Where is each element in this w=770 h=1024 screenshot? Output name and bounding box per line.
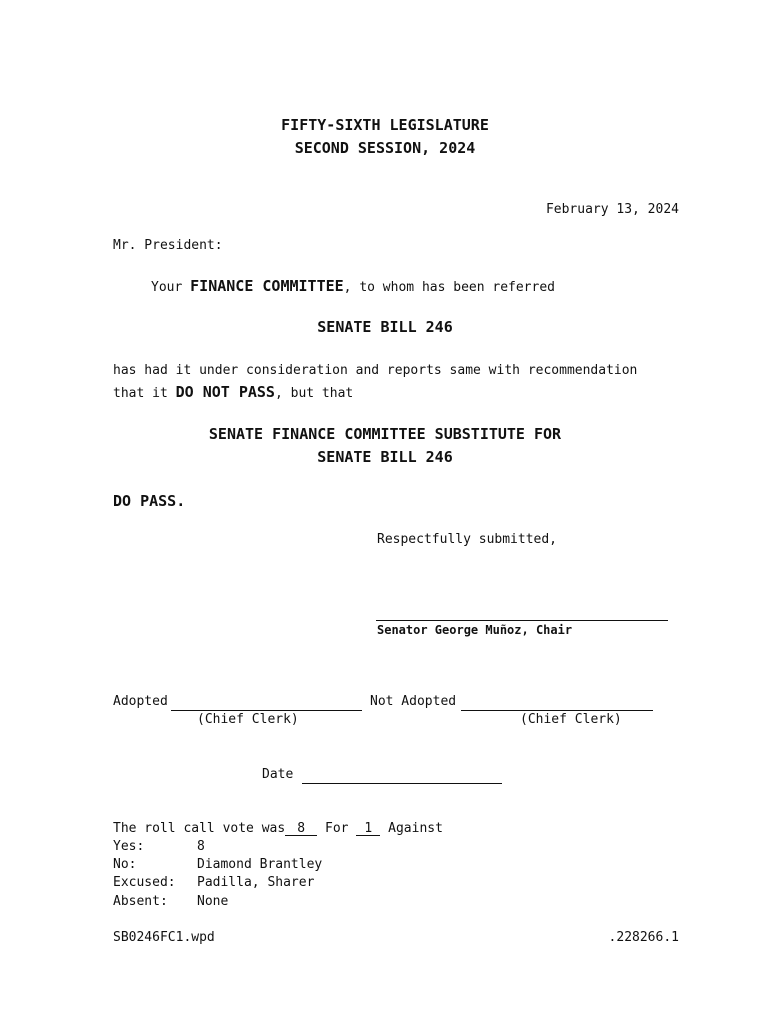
- not-adopted-line: [461, 710, 653, 711]
- intro-line: [151, 277, 555, 295]
- roll-call-line: [113, 821, 443, 836]
- legislature-title: FIFTY-SIXTH LEGISLATURE: [281, 116, 489, 134]
- do-pass: DO PASS.: [113, 492, 186, 510]
- for-count: 8: [285, 822, 317, 836]
- footer-code: .228266.1: [608, 930, 679, 945]
- committee-name: FINANCE COMMITTEE: [190, 277, 344, 295]
- vote-row-label: No:: [113, 857, 137, 872]
- date-label: Date: [262, 767, 294, 782]
- consideration-line-2: [113, 383, 353, 401]
- against-count: 1: [356, 822, 380, 836]
- consideration-suffix: , but that: [274, 386, 354, 401]
- vote-row-label: Excused:: [113, 875, 176, 890]
- not-adopted-label: Not Adopted: [370, 694, 457, 709]
- vote-row-label: Absent:: [113, 894, 168, 909]
- bill-title: SENATE BILL 246: [317, 318, 453, 336]
- salutation: Mr. President:: [113, 238, 223, 253]
- signature-name: Senator George Muñoz, Chair: [377, 623, 573, 637]
- vote-row-label: Yes:: [113, 839, 145, 854]
- consideration-line-1: has had it under consideration and reports same with recommendation: [113, 363, 638, 378]
- substitute-title-1: SENATE FINANCE COMMITTEE SUBSTITUTE FOR: [208, 425, 562, 443]
- roll-call-prefix: The roll call vote was: [113, 821, 286, 836]
- not-adopted-clerk: (Chief Clerk): [520, 712, 622, 727]
- vote-row-value: None: [197, 894, 229, 909]
- vote-row-value: 8: [197, 839, 205, 854]
- substitute-title-2: SENATE BILL 246: [317, 448, 453, 466]
- signature-line: [376, 620, 668, 621]
- intro-rest: , to whom has been referred: [343, 280, 555, 295]
- vote-row-value: Diamond Brantley: [197, 857, 323, 872]
- session-title: SECOND SESSION, 2024: [294, 139, 476, 157]
- do-not-pass: DO NOT PASS: [175, 383, 275, 401]
- closing: Respectfully submitted,: [377, 532, 558, 547]
- date-line: [302, 783, 502, 784]
- footer-filename: SB0246FC1.wpd: [113, 930, 215, 945]
- report-date: February 13, 2024: [545, 202, 679, 217]
- intro-your: Your: [151, 280, 183, 295]
- adopted-clerk: (Chief Clerk): [197, 712, 299, 727]
- for-label: For: [325, 821, 349, 836]
- adopted-line: [171, 710, 362, 711]
- against-label: Against: [388, 821, 443, 836]
- vote-row-value: Padilla, Sharer: [197, 875, 315, 890]
- consideration-prefix: that it: [113, 386, 168, 401]
- adopted-label: Adopted: [113, 694, 168, 709]
